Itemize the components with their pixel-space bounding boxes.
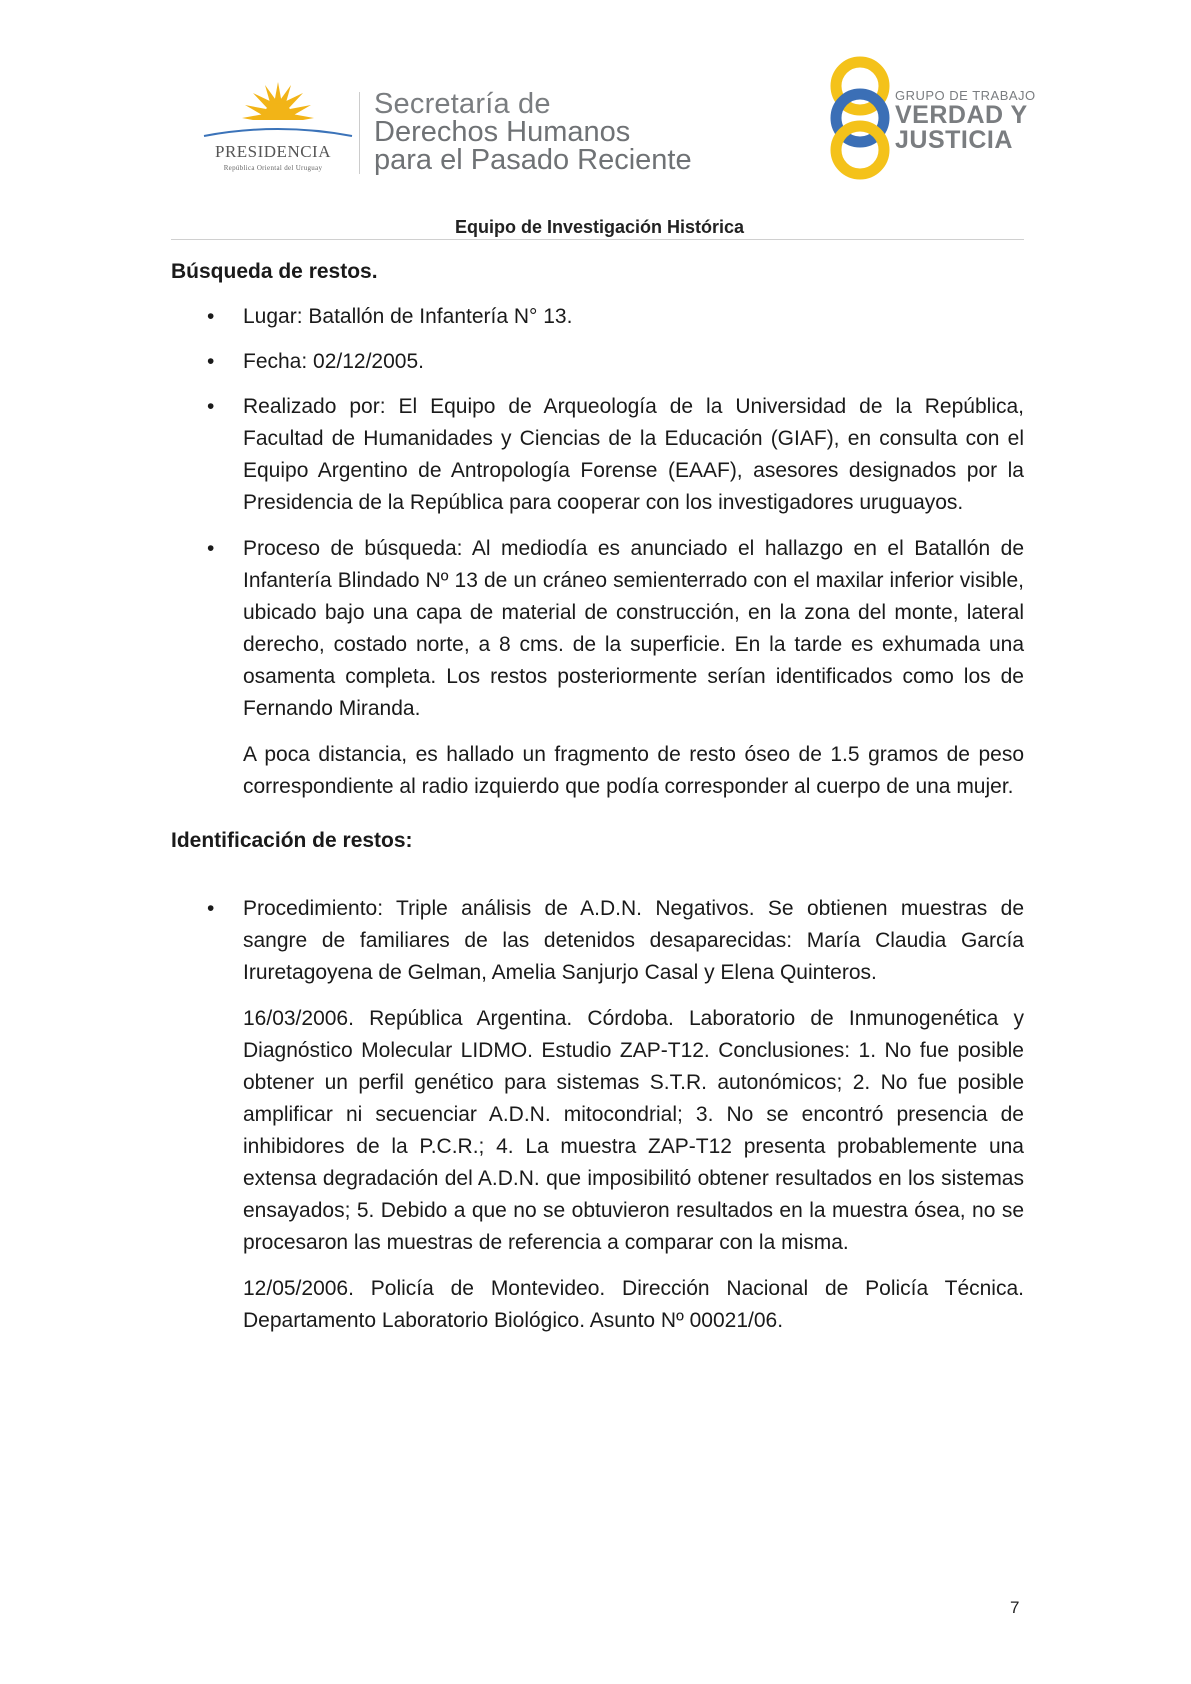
verdad-justicia-text <box>895 88 1036 153</box>
continuation-paragraph: A poca distancia, es hallado un fragmento de resto óseo de 1.5 gramos de peso correspondiente al radio izquierdo que podía corresponder al cuerpo de una mujer. <box>243 743 1024 798</box>
team-label: Equipo de Investigación Histórica <box>454 217 745 237</box>
verdad-justicia-rings-logo <box>820 56 900 180</box>
presidencia-label: PRESIDENCIA <box>214 142 331 161</box>
bullet-icon: • <box>207 350 215 373</box>
bullet-icon: • <box>207 537 215 560</box>
gt-line-2: JUSTICIA <box>895 126 1013 154</box>
policia-paragraph: 12/05/2006. Policía de Montevideo. Dirección Nacional de Policía Técnica. Departamento Laboratorio Biológico. Asunto Nº 00021/06. <box>243 1277 1024 1332</box>
header-rule <box>171 239 1024 240</box>
list-item-text: Realizado por: El Equipo de Arqueología de la Universidad de la República, Facultad de Humanidades y Ciencias de la Educación (GIAF), en consulta con el Equipo Argentino de Antropología Forense (EAAF), asesores designados por la Presidencia de la República para cooperar con los investigadores uruguayos. <box>243 395 1024 514</box>
page-header <box>0 0 1191 200</box>
secretaria-line-3: para el Pasado Reciente <box>374 144 692 176</box>
secretaria-logo-text <box>374 90 692 174</box>
list-item <box>171 893 1024 989</box>
secretaria-line-2: Derechos Humanos <box>374 116 631 148</box>
list-item-text: Fecha: 02/12/2005. <box>243 350 424 373</box>
document-body <box>171 256 1024 1337</box>
list-item-text: Proceso de búsqueda: Al mediodía es anunciado el hallazgo en el Batallón de Infantería Blindado Nº 13 de un cráneo semienterrado con el maxilar inferior visible, ubicado bajo una capa de material de construcción, en la zona del monte, lateral derecho, costado norte, a 8 cms. de la superficie. En la tarde es exhumada una osamenta completa. Los restos posteriormente serían identificados como los de Fernando Miranda. <box>243 537 1024 720</box>
lidmo-paragraph: 16/03/2006. República Argentina. Córdoba. Laboratorio de Inmunogenética y Diagnóstico Molecular LIDMO. Estudio ZAP-T12. Conclusiones: 1. No fue posible obtener un perfil genético para sistemas S.T.R. autonómicos; 2. No fue posible amplificar ni secuenciar A.D.N. mitocondrial; 3. No se encontró presencia de inhibidores de la P.C.R.; 4. La muestra ZAP-T12 presenta probablemente una extensa degradación del A.D.N. que imposibilitó obtener resultados en los sistemas ensayados; 5. Debido a que no se obtuvieron resultados en la muestra ósea, no se procesaron las muestras de referencia a comparar con la misma. <box>243 1007 1024 1254</box>
section-title-busqueda: Búsqueda de restos. <box>171 260 378 283</box>
gt-line-1: VERDAD Y <box>895 101 1028 129</box>
page-number: 7 <box>1010 1598 1020 1617</box>
section-title-identificacion: Identificación de restos: <box>171 829 413 852</box>
list-item <box>171 533 1024 725</box>
identificacion-list <box>171 893 1024 989</box>
bullet-icon: • <box>207 305 215 328</box>
presidencia-sun-logo <box>196 78 356 178</box>
team-heading <box>0 217 1191 238</box>
list-item <box>171 301 1024 333</box>
busqueda-list <box>171 301 1024 725</box>
list-item-text: Lugar: Batallón de Infantería N° 13. <box>243 305 573 328</box>
bullet-icon: • <box>207 897 215 920</box>
secretaria-line-1: Secretaría de <box>374 88 551 120</box>
list-item-text: Procedimiento: Triple análisis de A.D.N. Negativos. Se obtienen muestras de sangre de familiares de las detenidos desaparecidas: María Claudia García Iruretagoyena de Gelman, Amelia Sanjurjo Casal y Elena Quinteros. <box>243 897 1024 984</box>
header-divider <box>359 92 360 174</box>
gt-small-label: GRUPO DE TRABAJO <box>895 88 1036 103</box>
bullet-icon: • <box>207 395 215 418</box>
list-item <box>171 346 1024 378</box>
presidencia-subtitle: República Oriental del Uruguay <box>223 164 323 172</box>
list-item <box>171 391 1024 519</box>
